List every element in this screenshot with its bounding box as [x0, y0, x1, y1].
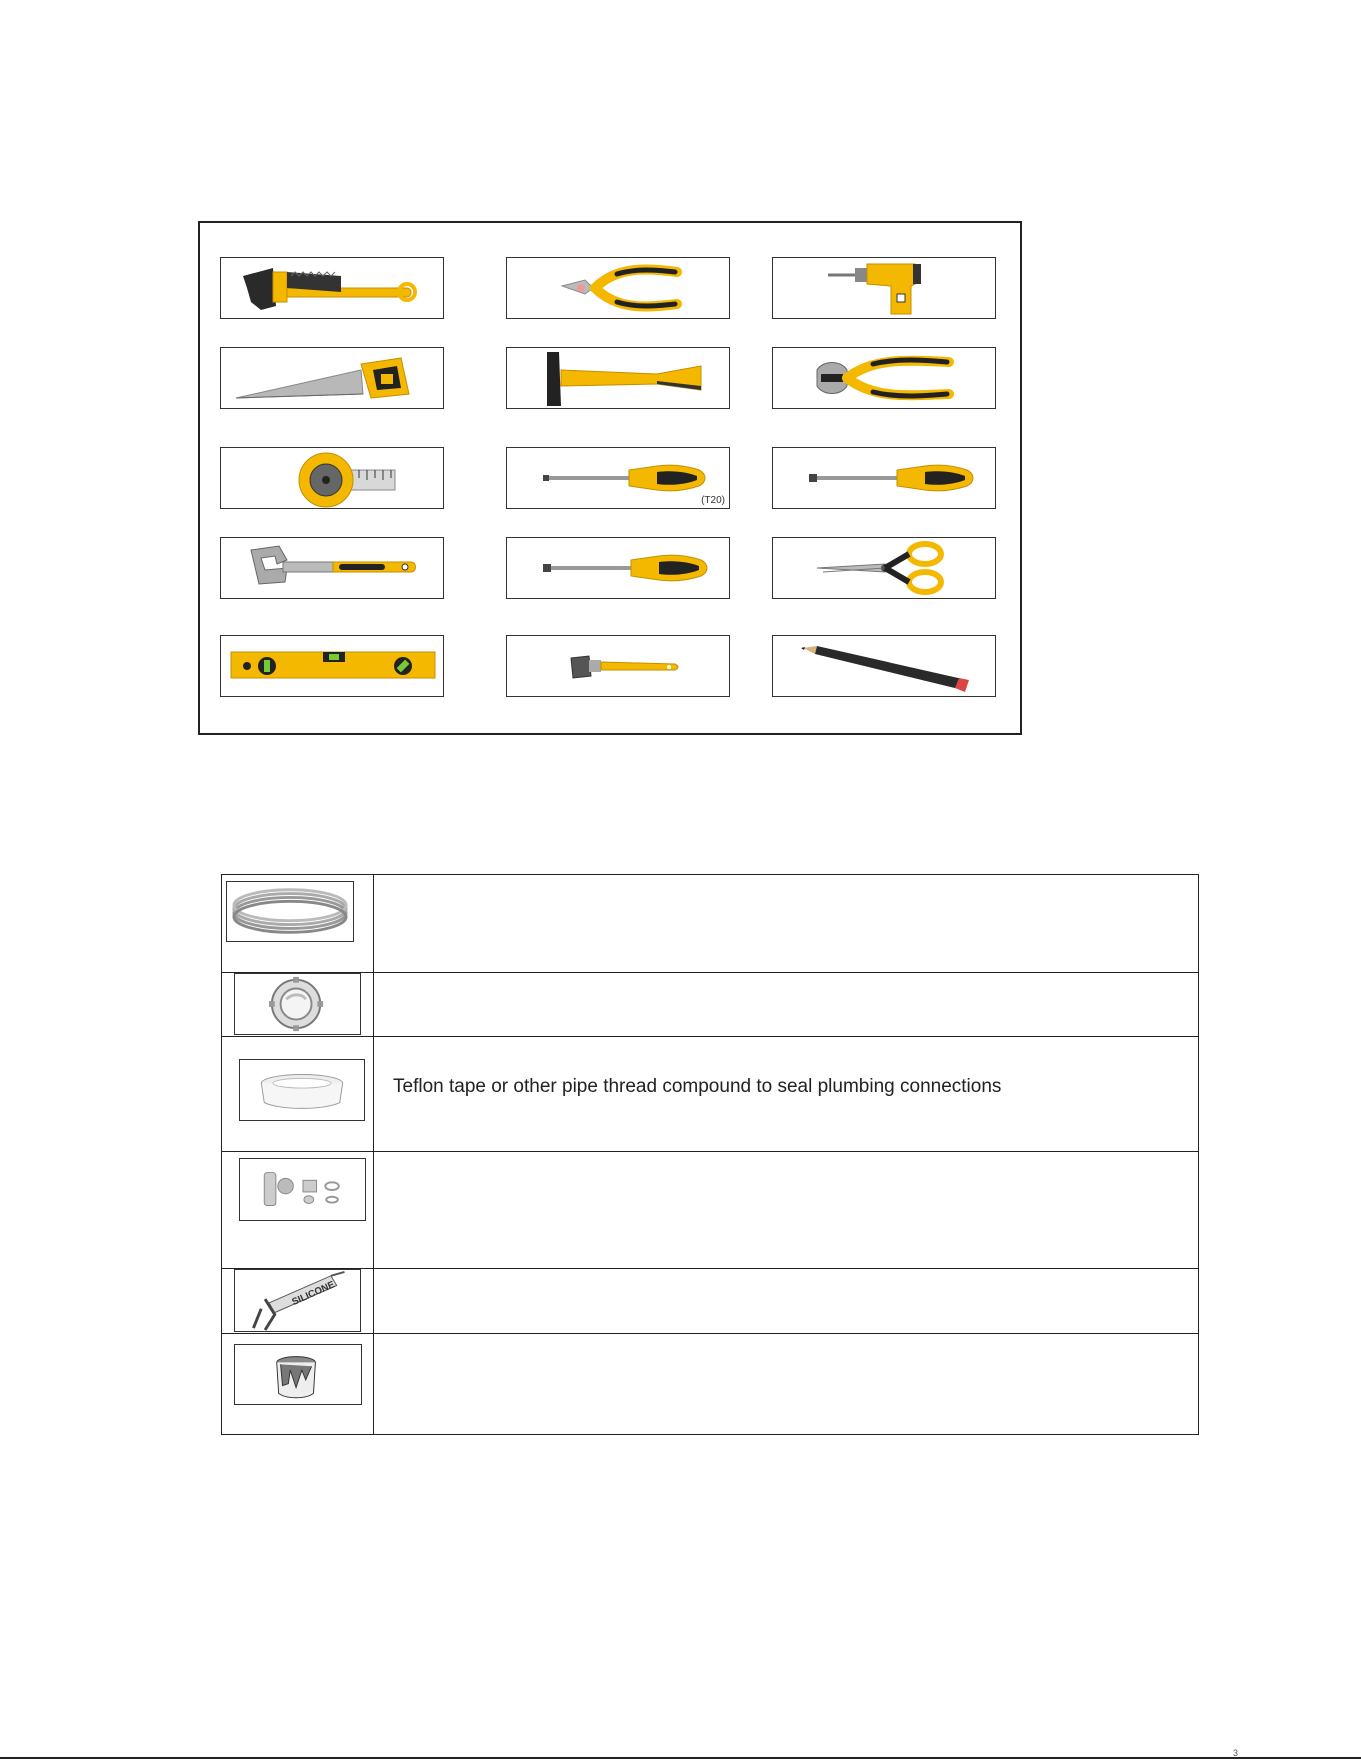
tool-cell-hammer	[506, 347, 730, 409]
tool-panel	[198, 221, 1022, 735]
supply-description: Teflon tape or other pipe thread compound to seal plumbing connections	[393, 1076, 1002, 1097]
tool-cell-cordless-drill	[772, 257, 996, 319]
hand-saw-icon	[221, 348, 443, 408]
tool-cell-paint-brush	[506, 635, 730, 697]
tubing-coil-icon	[227, 882, 353, 941]
tool-cell-screwdriver	[506, 537, 730, 599]
flathead-screwdriver-icon	[773, 448, 995, 508]
paint-can-icon	[235, 1345, 361, 1404]
tool-cell-diagonal-cutters	[506, 257, 730, 319]
supply-thumb	[234, 1269, 361, 1332]
supply-row	[222, 1333, 1198, 1434]
caulk-gun-icon	[235, 1270, 360, 1331]
tool-cell-scissors	[772, 537, 996, 599]
pipe-wrench-icon	[221, 258, 443, 318]
tool-cell-hand-saw	[220, 347, 444, 409]
adjustable-wrench-icon	[221, 538, 443, 598]
page-number: 3	[1233, 1748, 1239, 1758]
tool-cell-pipe-wrench	[220, 257, 444, 319]
supply-thumb	[239, 1059, 365, 1121]
tool-cell-adjustable-wrench	[220, 537, 444, 599]
torx-screwdriver-icon	[507, 448, 729, 508]
spirit-level-icon	[221, 636, 443, 696]
cordless-drill-icon	[773, 258, 995, 318]
supply-row	[222, 972, 1198, 1036]
tape-measure-icon	[221, 448, 443, 508]
tool-cell-pencil	[772, 635, 996, 697]
supply-row	[222, 1036, 1198, 1151]
tool-cell-spirit-level	[220, 635, 444, 697]
tool-cell-flathead-screwdriver	[772, 447, 996, 509]
diagonal-cutters-icon	[507, 258, 729, 318]
caulk-tube-label: SILICONE	[290, 1279, 337, 1308]
footer-rule	[0, 1757, 1361, 1759]
tool-cell-torx-screwdriver	[506, 447, 730, 509]
lock-nut-icon	[235, 974, 360, 1034]
supply-row	[222, 1268, 1198, 1333]
torx-size-label: (T20)	[701, 495, 725, 506]
supply-row	[222, 875, 1198, 972]
screwdriver-icon	[507, 538, 729, 598]
tool-cell-end-cutting-pliers	[772, 347, 996, 409]
paint-brush-icon	[507, 636, 729, 696]
pencil-icon	[773, 636, 995, 696]
supply-thumb	[234, 1344, 362, 1405]
hammer-icon	[507, 348, 729, 408]
supply-thumb	[239, 1158, 366, 1221]
scissors-icon	[773, 538, 995, 598]
supply-thumb	[226, 881, 354, 942]
supplies-table	[221, 874, 1199, 1435]
supply-thumb	[234, 973, 361, 1035]
fittings-hardware-icon	[240, 1159, 365, 1220]
end-cutting-pliers-icon	[773, 348, 995, 408]
supply-row	[222, 1151, 1198, 1268]
tool-cell-tape-measure	[220, 447, 444, 509]
teflon-tape-icon	[240, 1060, 364, 1120]
